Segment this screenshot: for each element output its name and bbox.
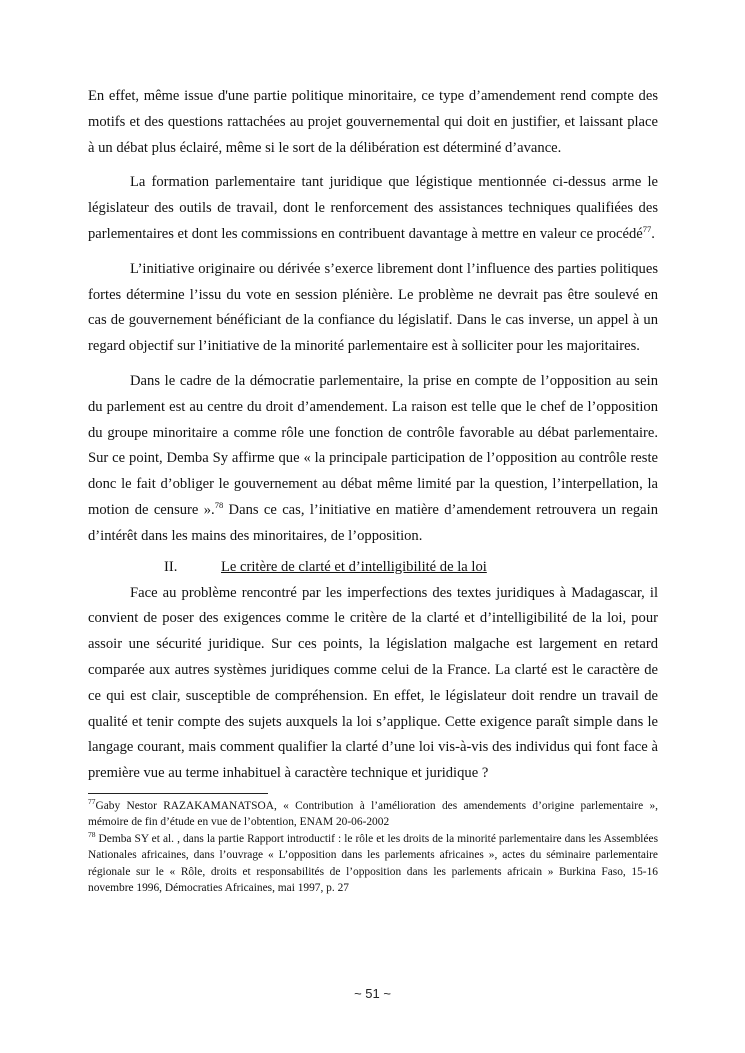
footnote-separator xyxy=(88,793,268,794)
paragraph-3: L’initiative originaire ou dérivée s’exerce librement dont l’influence des parties politiques fortes détermine l’issu du vote en session plénière. Le problème ne devrait pas être soulevé en cas de gouvernement bénéficiant de la confiance du législatif. Dans le cas inverse, un appel à un regard objectif sur l’initiative de la minorité parlementaire est à solliciter pour les majoritaires. xyxy=(88,260,658,355)
footnote-ref-78: 78 xyxy=(214,500,224,511)
paragraph-2-end: . xyxy=(651,225,655,242)
section-number: II. xyxy=(164,558,178,575)
footnote-77-number: 77 xyxy=(88,797,96,807)
paragraph-4 xyxy=(88,369,658,550)
paragraph-2 xyxy=(88,170,658,247)
footnote-78 xyxy=(88,831,658,897)
footnote-78-text: Demba SY et al. , dans la partie Rapport introductif : le rôle et les droits de la minorité parlementaire dans les Assemblées Nationales africaines, dans l’ouvrage « L’opposition dans les parlements africaines », actes du séminaire parlementaire régionale sur le « Rôle, droits et responsabilités de l’opposition dans les parlements africain » Burkina Faso, 15-16 novembre 1996, Démocraties Africaines, mai 1997, p. 27 xyxy=(88,832,658,895)
section-title: Le critère de clarté et d’intelligibilité de la loi xyxy=(221,558,487,575)
page-body xyxy=(88,84,658,897)
paragraph-1: En effet, même issue d'une partie politique minoritaire, ce type d’amendement rend compte des motifs et des questions rattachées au projet gouvernemental qui doit en justifier, et laissant place à un débat plus éclairé, même si le sort de la délibération est déterminé d’avance. xyxy=(88,88,658,156)
paragraph-2-text: La formation parlementaire tant juridique que légistique mentionnée ci-dessus arme le législateur des outils de travail, dont le renforcement des assistances techniques qualifiées des parlementaires et dont les commissions en contribuent davantage à mettre en valeur ce procédé xyxy=(88,174,658,242)
section-heading xyxy=(88,555,658,581)
footnote-78-number: 78 xyxy=(88,830,96,840)
paragraph-4-continuation: Dans ce cas, l’initiative en matière d’amendement retrouvera un regain d’intérêt dans les mains des minoritaires, de l’opposition. xyxy=(88,501,658,544)
footnote-ref-77: 77 xyxy=(642,224,652,235)
page-number: ~ 51 ~ xyxy=(354,986,391,1001)
footnote-77-text: Gaby Nestor RAZAKAMANATSOA, « Contribution à l’amélioration des amendements d’origine parlementaire », mémoire de fin d’étude en vue de l’obtention, ENAM 20-06-2002 xyxy=(88,799,658,829)
paragraph-5: Face au problème rencontré par les imperfections des textes juridiques à Madagascar, il convient de poser des exigences comme le critère de la clarté et d’intelligibilité de la loi, pour assoir une sécurité juridique. Sur ces points, la législation malgache est largement en retard comparée aux autres systèmes juridiques comme celui de la France. La clarté est le caractère de ce qui est clair, susceptible de compréhension. En effet, le législateur doit rendre un travail de qualité et tenir compte des sujets auxquels la loi s’applique. Cette exigence paraît simple dans le langage courant, mais comment qualifier la clarté d’une loi vis-à-vis des individus qui font face à première vue au terme inhabituel à caractère technique et juridique ? xyxy=(88,584,658,782)
paragraph-4-text: Dans le cadre de la démocratie parlementaire, la prise en compte de l’opposition au sein du parlement est au centre du droit d’amendement. La raison est telle que le chef de l’opposition du groupe minoritaire a comme rôle une fonction de contrôle favorable au débat parlementaire. Sur ce point, Demba Sy affirme que « la principale participation de l’opposition au contrôle reste donc le fait d’obliger le gouvernement au débat même limité par la question, l’interpellation, la motion de censure ». xyxy=(88,372,658,518)
footnote-77 xyxy=(88,798,658,831)
